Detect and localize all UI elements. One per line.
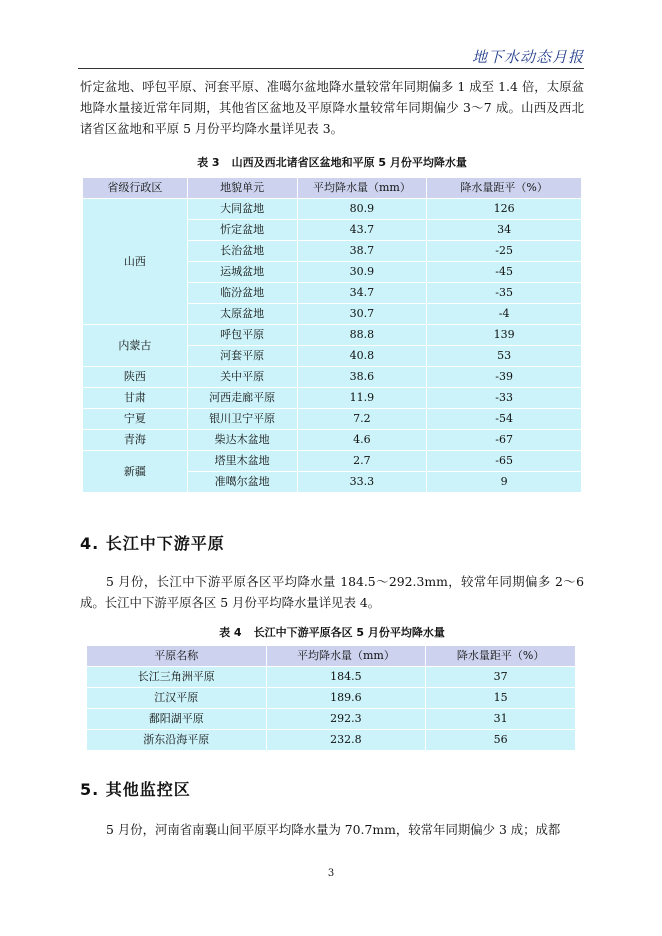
anomaly-cell: -35 [427, 283, 582, 304]
province-cell: 青海 [83, 430, 188, 451]
rainfall-cell: 2.7 [297, 451, 427, 472]
landform-cell: 临汾盆地 [187, 283, 297, 304]
anomaly-cell: -4 [427, 304, 582, 325]
rainfall-cell: 80.9 [297, 199, 427, 220]
table4-header-cell: 平原名称 [87, 646, 267, 667]
table3-row [83, 388, 582, 409]
landform-cell: 大同盆地 [187, 199, 297, 220]
rainfall-cell: 33.3 [297, 472, 427, 493]
rainfall-cell: 7.2 [297, 409, 427, 430]
anomaly-cell: 34 [427, 220, 582, 241]
province-cell: 陕西 [83, 367, 188, 388]
table3-header-cell: 平均降水量（mm） [297, 178, 427, 199]
landform-cell: 呼包平原 [187, 325, 297, 346]
rainfall-cell: 88.8 [297, 325, 427, 346]
table4-caption-number: 表 4 [219, 626, 242, 639]
rainfall-cell: 40.8 [297, 346, 427, 367]
landform-cell: 太原盆地 [187, 304, 297, 325]
table3-header-cell: 省级行政区 [83, 178, 188, 199]
section5-paragraph [80, 819, 584, 840]
anomaly-cell: -39 [427, 367, 582, 388]
anomaly-cell: -33 [427, 388, 582, 409]
table4-row [87, 667, 576, 688]
anomaly-cell: -65 [427, 451, 582, 472]
table3-row [83, 325, 582, 346]
table3-row [83, 199, 582, 220]
rainfall-cell: 189.6 [266, 688, 426, 709]
landform-cell: 关中平原 [187, 367, 297, 388]
section5-heading: 5. 其他监控区 [80, 780, 191, 799]
landform-cell: 长治盆地 [187, 241, 297, 262]
province-cell: 宁夏 [83, 409, 188, 430]
landform-cell: 运城盆地 [187, 262, 297, 283]
section4-heading: 4. 长江中下游平原 [80, 534, 225, 553]
intro-paragraph [80, 76, 584, 139]
table4-row [87, 709, 576, 730]
anomaly-cell: 126 [427, 199, 582, 220]
province-cell: 甘肃 [83, 388, 188, 409]
rainfall-cell: 43.7 [297, 220, 427, 241]
anomaly-cell: -45 [427, 262, 582, 283]
rainfall-cell: 232.8 [266, 730, 426, 751]
rainfall-cell: 30.9 [297, 262, 427, 283]
landform-cell: 柴达木盆地 [187, 430, 297, 451]
table4-caption [80, 624, 584, 640]
anomaly-cell: 53 [427, 346, 582, 367]
table4-caption-text: 长江中下游平原各区 5 月份平均降水量 [253, 626, 445, 639]
rainfall-cell: 30.7 [297, 304, 427, 325]
plain-name-cell: 浙东沿海平原 [87, 730, 267, 751]
table4-row [87, 730, 576, 751]
table3-caption [80, 154, 584, 170]
plain-name-cell: 长江三角洲平原 [87, 667, 267, 688]
anomaly-cell: -54 [427, 409, 582, 430]
rainfall-cell: 292.3 [266, 709, 426, 730]
anomaly-cell: 9 [427, 472, 582, 493]
section4-text: 5 月份，长江中下游平原各区平均降水量 184.5～292.3mm，较常年同期偏多 2～6 成。长江中下游平原各区 5 月份平均降水量详见表 4。 [80, 574, 584, 610]
rainfall-cell: 34.7 [297, 283, 427, 304]
landform-cell: 忻定盆地 [187, 220, 297, 241]
table3-header-row [83, 178, 582, 199]
plain-name-cell: 江汉平原 [87, 688, 267, 709]
intro-text: 忻定盆地、呼包平原、河套平原、准噶尔盆地降水量较常年同期偏多 1 成至 1.4 倍，太原盆地降水量接近常年同期，其他省区盆地及平原降水量较常年同期偏少 3～7 成。山西及西北诸省区盆地和平原 5 月份平均降水量详见表 3。 [80, 79, 584, 136]
table3-header-cell: 降水量距平（%） [427, 178, 582, 199]
table4-row [87, 688, 576, 709]
rainfall-cell: 38.6 [297, 367, 427, 388]
table3-header-cell: 地貌单元 [187, 178, 297, 199]
anomaly-cell: 56 [426, 730, 576, 751]
province-cell: 新疆 [83, 451, 188, 493]
rainfall-cell: 38.7 [297, 241, 427, 262]
rainfall-cell: 11.9 [297, 388, 427, 409]
table3-caption-text: 山西及西北诸省区盆地和平原 5 月份平均降水量 [231, 156, 467, 169]
table3-row [83, 367, 582, 388]
table3 [82, 177, 582, 493]
table3-row [83, 451, 582, 472]
report-title: 地下水动态月报 [471, 48, 584, 66]
landform-cell: 银川卫宁平原 [187, 409, 297, 430]
rainfall-cell: 184.5 [266, 667, 426, 688]
table4-header-row [87, 646, 576, 667]
anomaly-cell: 15 [426, 688, 576, 709]
landform-cell: 准噶尔盆地 [187, 472, 297, 493]
table3-caption-number: 表 3 [197, 156, 220, 169]
landform-cell: 河西走廊平原 [187, 388, 297, 409]
anomaly-cell: 37 [426, 667, 576, 688]
table3-row [83, 430, 582, 451]
header-divider [78, 68, 584, 69]
table4 [86, 645, 576, 751]
landform-cell: 河套平原 [187, 346, 297, 367]
anomaly-cell: 31 [426, 709, 576, 730]
plain-name-cell: 鄱阳湖平原 [87, 709, 267, 730]
province-cell: 山西 [83, 199, 188, 325]
table4-header-cell: 降水量距平（%） [426, 646, 576, 667]
anomaly-cell: -67 [427, 430, 582, 451]
anomaly-cell: -25 [427, 241, 582, 262]
anomaly-cell: 139 [427, 325, 582, 346]
section4-paragraph [80, 571, 584, 613]
rainfall-cell: 4.6 [297, 430, 427, 451]
section5-text: 5 月份，河南省南襄山间平原平均降水量为 70.7mm，较常年同期偏少 3 成；成都 [106, 822, 561, 837]
table3-row [83, 409, 582, 430]
province-cell: 内蒙古 [83, 325, 188, 367]
landform-cell: 塔里木盆地 [187, 451, 297, 472]
table4-header-cell: 平均降水量（mm） [266, 646, 426, 667]
page-number: 3 [327, 868, 335, 879]
